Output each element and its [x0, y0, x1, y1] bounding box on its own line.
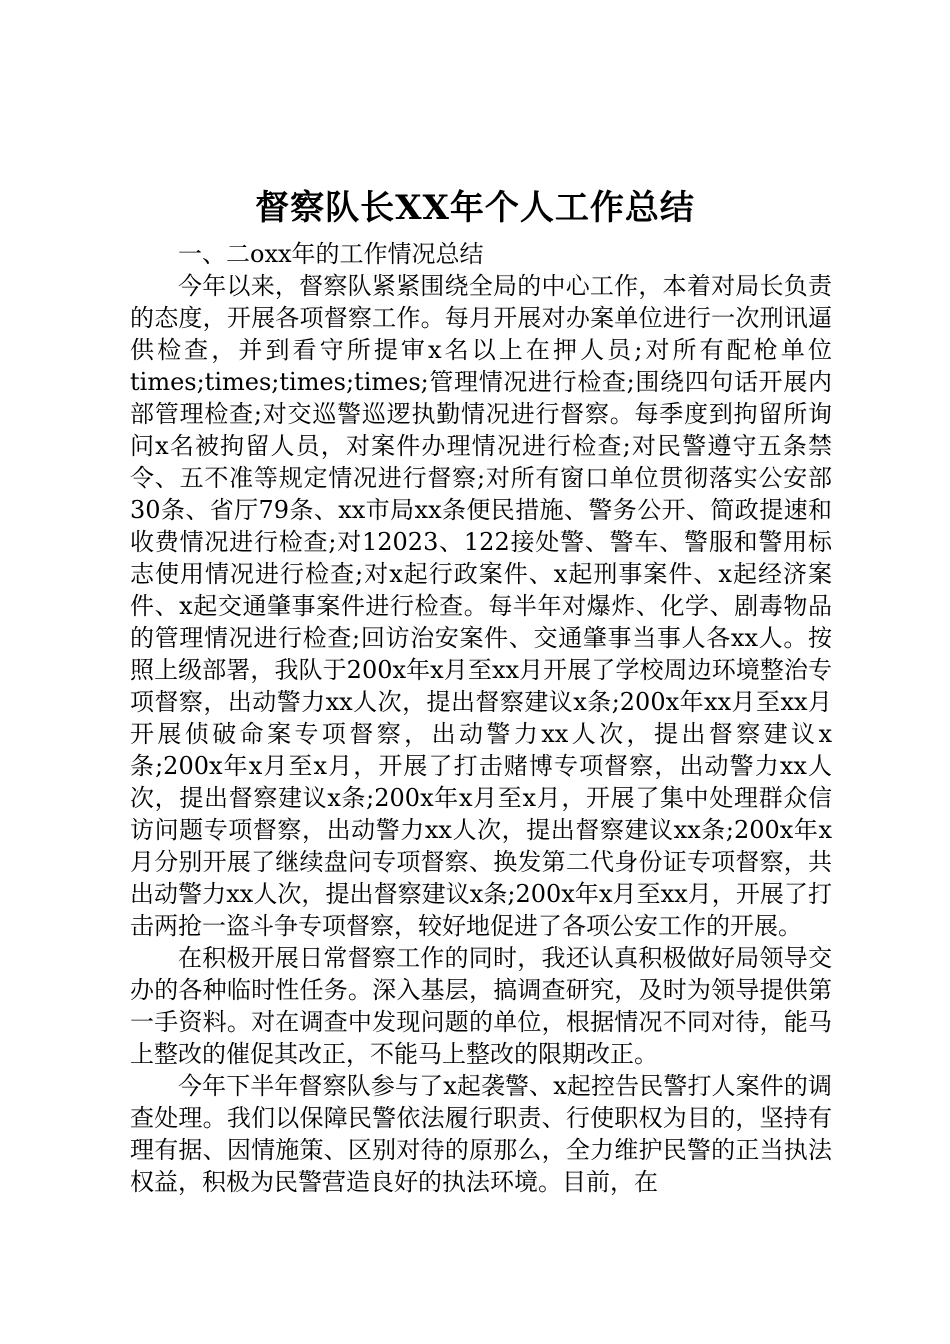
document-title: 督察队长XX年个人工作总结	[255, 188, 695, 228]
document-body	[130, 238, 832, 1198]
body-paragraph: 今年以来，督察队紧紧围绕全局的中心工作，本着对局长负责的态度，开展各项督察工作。每月开展对办案单位进行一次刑讯逼供检查，并到看守所提审x名以上在押人员;对所有配枪单位times;times;times;times;管理情况进行检查;围绕四句话开展内部管理检查;对交巡警巡逻执勤情况进行督察。每季度到拘留所询问x名被拘留人员，对案件办理情况进行检查;对民警遵守五条禁令、五不准等规定情况进行督察;对所有窗口单位贯彻落实公安部30条、省厅79条、xx市局xx条便民措施、警务公开、简政提速和收费情况进行检查;对12023、122接处警、警车、警服和警用标志使用情况进行检查;对x起行政案件、x起刑事案件、x起经济案件、x起交通肇事案件进行检查。每半年对爆炸、化学、剧毒物品的管理情况进行检查;回访治安案件、交通肇事当事人各xx人。按照上级部署，我队于200x年x月至xx月开展了学校周边环境整治专项督察，出动警力xx人次，提出督察建议x条;200x年xx月至xx月开展侦破命案专项督察，出动警力xx人次，提出督察建议x条;200x年x月至x月，开展了打击赌博专项督察，出动警力xx人次，提出督察建议x条;200x年x月至x月，开展了集中处理群众信访问题专项督察，出动警力xx人次，提出督察建议xx条;200x年x月分别开展了继续盘问专项督察、换发第二代身份证专项督察，共出动警力xx人次，提出督察建议x条;200x年x月至xx月，开展了打击两抢一盗斗争专项督察，较好地促进了各项公安工作的开展。	[130, 272, 832, 940]
body-paragraph: 今年下半年督察队参与了x起袭警、x起控告民警打人案件的调查处理。我们以保障民警依法履行职责、行使职权为目的，坚持有理有据、因情施策、区别对待的原那么，全力维护民警的正当执法权益，积极为民警营造良好的执法环境。目前，在	[130, 1072, 832, 1196]
section-heading: 一、二oxx年的工作情况总结	[178, 240, 484, 268]
body-paragraph: 在积极开展日常督察工作的同时，我还认真积极做好局领导交办的各种临时性任务。深入基层，搞调查研究，及时为领导提供第一手资料。对在调查中发现问题的单位，根据情况不同对待，能马上整改的催促其改正，不能马上整改的限期改正。	[130, 944, 832, 1068]
